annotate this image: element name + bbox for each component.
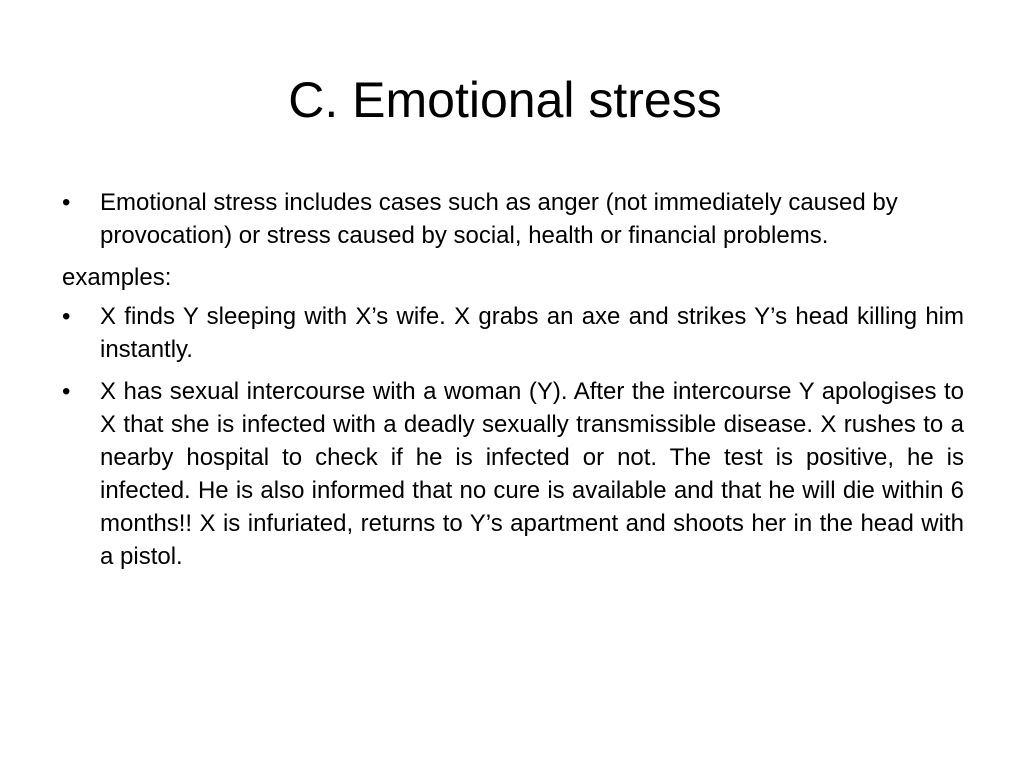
bullet-emotional-stress-definition: • Emotional stress includes cases such as anger (not immediately caused by provocation) or stress caused by social, health or financial problems. (62, 186, 964, 252)
slide-title: C. Emotional stress (288, 72, 722, 128)
slide-body (62, 186, 964, 582)
bullet-example-2: • X has sexual intercourse with a woman (Y). After the intercourse Y apologises to X that she is infected with a deadly sexually transmissible disease. X rushes to a nearby hospital to check if he is infected or not. The test is positive, he is infected. He is also informed that no cure is available and that he will die within 6 months!! X is infuriated, returns to Y’s apartment and shoots her in the head with a pistol. (62, 375, 964, 573)
examples-label: examples: (62, 264, 172, 291)
bullet-example-1: • X finds Y sleeping with X’s wife. X grabs an axe and strikes Y’s head killing him instantly. (62, 300, 964, 366)
